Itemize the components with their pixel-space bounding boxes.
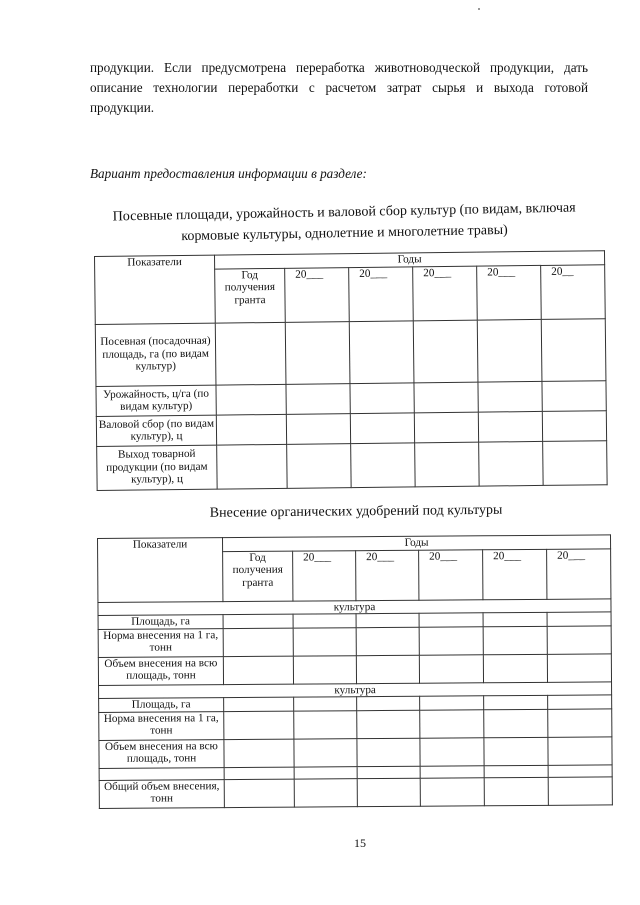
cell[interactable]	[294, 696, 357, 710]
crop-yield-table	[94, 250, 608, 490]
cell[interactable]	[293, 627, 356, 655]
variant-heading: Вариант предоставления информации в разделе:	[90, 166, 367, 181]
cell[interactable]	[293, 655, 356, 683]
cell[interactable]	[356, 627, 419, 655]
cell[interactable]	[357, 738, 420, 766]
row-label: Общий объем внесения, тонн	[99, 779, 224, 808]
cell[interactable]	[547, 625, 611, 653]
intro-paragraph: продукции. Если предусмотрена переработка животноводческой продукции, дать описание технологии переработки с расчетом затрат сырья и выхода готовой продукции.	[90, 60, 588, 115]
row-label: Норма внесения на 1 га, тонн	[98, 628, 223, 657]
cell[interactable]	[541, 318, 606, 381]
cell[interactable]	[547, 653, 611, 681]
cell[interactable]	[547, 611, 611, 625]
table-row	[99, 708, 612, 740]
cell[interactable]	[484, 777, 548, 805]
cell[interactable]	[217, 444, 287, 489]
row-label: Валовой сбор (по видам культур), ц	[96, 415, 216, 446]
cell[interactable]	[548, 736, 612, 764]
header-year: 20___	[349, 266, 414, 321]
cell[interactable]	[420, 695, 484, 709]
cell[interactable]	[224, 739, 294, 767]
cell[interactable]	[224, 697, 294, 711]
cell	[99, 767, 224, 780]
header-grant-year: Год получения гранта	[215, 268, 286, 323]
header-year: 20__	[541, 264, 606, 319]
cell[interactable]	[484, 695, 548, 709]
cell[interactable]	[357, 696, 420, 710]
header-years: Годы	[214, 251, 604, 269]
cell[interactable]	[224, 767, 294, 779]
cell[interactable]	[294, 766, 357, 778]
table-row	[99, 776, 612, 808]
cell[interactable]	[223, 656, 293, 684]
cell[interactable]	[357, 710, 420, 738]
cell[interactable]	[286, 383, 350, 414]
cell[interactable]	[350, 412, 414, 443]
header-year: 20___	[285, 267, 350, 322]
cell[interactable]	[479, 441, 543, 486]
cell[interactable]	[483, 626, 547, 654]
table2-title: Внесение органических удобрений под культуры	[209, 502, 503, 521]
header-year: 20___	[547, 548, 611, 598]
cell[interactable]	[420, 709, 484, 737]
row-label: Норма внесения на 1 га, тонн	[99, 711, 224, 740]
cell[interactable]	[420, 765, 484, 777]
header-years: Годы	[223, 535, 611, 551]
cell[interactable]	[419, 612, 483, 626]
cell[interactable]	[419, 654, 483, 682]
cell[interactable]	[294, 710, 357, 738]
cell[interactable]	[548, 694, 612, 708]
cell[interactable]	[414, 412, 478, 443]
cell[interactable]	[414, 382, 478, 413]
row-label: Посевная (посадочная) площадь, га (по видам культур)	[95, 323, 216, 386]
cell[interactable]	[215, 322, 286, 385]
cell[interactable]	[419, 626, 483, 654]
cell[interactable]	[224, 711, 294, 739]
cell[interactable]	[349, 320, 414, 383]
cell[interactable]	[356, 655, 419, 683]
cell[interactable]	[484, 709, 548, 737]
cell[interactable]	[223, 614, 293, 628]
cell[interactable]	[351, 442, 415, 487]
table-row	[99, 736, 612, 768]
cell[interactable]	[543, 440, 608, 485]
header-indicators: Показатели	[95, 255, 216, 324]
cell[interactable]	[357, 766, 420, 778]
cell[interactable]	[287, 443, 351, 488]
cell[interactable]	[542, 380, 606, 411]
cell[interactable]	[357, 778, 420, 806]
cell[interactable]	[484, 765, 548, 777]
table-row	[98, 625, 611, 657]
row-label: Площадь, га	[98, 614, 223, 629]
cell[interactable]	[478, 381, 542, 412]
table-row	[98, 653, 611, 685]
cell[interactable]	[216, 414, 286, 445]
table1-title: Посевные площади, урожайность и валовой сбор культур (по видам, включая кормовые культуры, однолетние и многолетние травы)	[112, 200, 576, 245]
row-label: Объем внесения на всю площадь, тонн	[99, 739, 224, 768]
cell[interactable]	[356, 613, 419, 627]
cell[interactable]	[542, 410, 606, 441]
header-year: 20___	[413, 266, 478, 321]
cell[interactable]	[415, 442, 479, 487]
cell[interactable]	[548, 708, 612, 736]
section-label: культура	[99, 681, 612, 698]
cell[interactable]	[477, 319, 542, 382]
cell[interactable]	[420, 777, 484, 805]
row-label: Выход товарной продукции (по видам культур), ц	[97, 445, 217, 490]
cell[interactable]	[293, 613, 356, 627]
cell[interactable]	[483, 654, 547, 682]
row-label: Площадь, га	[99, 697, 224, 712]
cell[interactable]	[350, 382, 414, 413]
header-year: 20___	[477, 265, 542, 320]
cell[interactable]	[478, 411, 542, 442]
section-label: культура	[98, 598, 611, 615]
cell[interactable]	[223, 628, 293, 656]
cell[interactable]	[548, 764, 612, 776]
header-year: 20___	[419, 549, 483, 599]
cell[interactable]	[286, 413, 350, 444]
row-label: Урожайность, ц/га (по видам культур)	[96, 385, 216, 416]
cell[interactable]	[285, 321, 350, 384]
page-number: 15	[354, 836, 366, 850]
fertilizer-table	[97, 534, 613, 808]
cell[interactable]	[420, 737, 484, 765]
header-year: 20___	[356, 550, 419, 600]
header-indicators: Показатели	[98, 538, 223, 602]
cell[interactable]	[413, 320, 478, 383]
table-row	[97, 440, 608, 490]
cell[interactable]	[224, 779, 294, 807]
cell[interactable]	[294, 778, 357, 806]
cell[interactable]	[216, 384, 286, 415]
cell[interactable]	[483, 612, 547, 626]
cell[interactable]	[294, 738, 357, 766]
cell[interactable]	[548, 776, 612, 804]
header-grant-year: Год получения гранта	[223, 551, 293, 601]
header-year: 20___	[483, 549, 547, 599]
table-row	[95, 318, 606, 386]
cell[interactable]	[484, 737, 548, 765]
scan-speck	[478, 8, 480, 10]
row-label: Объем внесения на всю площадь, тонн	[98, 656, 223, 685]
header-year: 20___	[293, 550, 356, 600]
